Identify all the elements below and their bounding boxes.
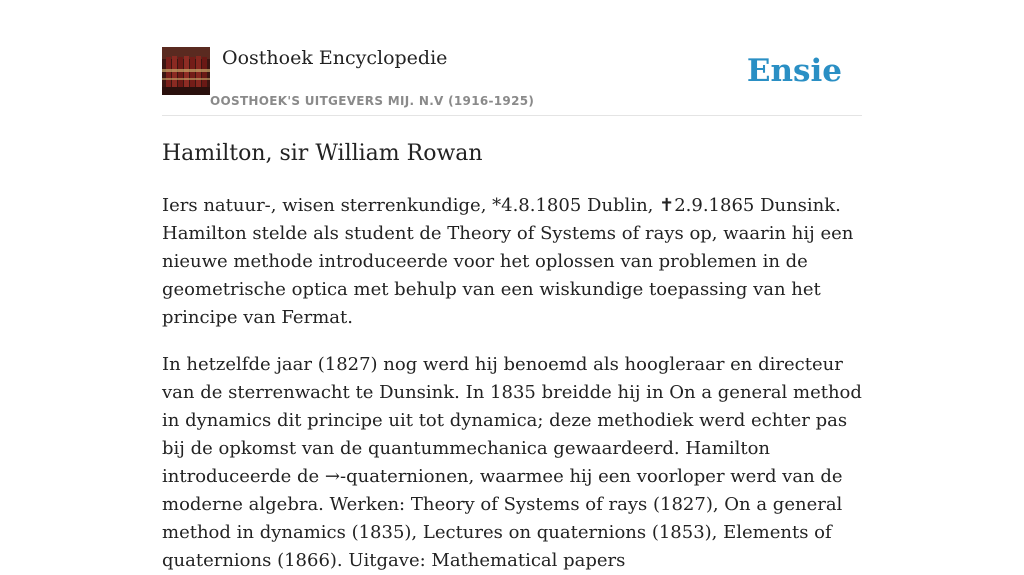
article-paragraph: In hetzelfde jaar (1827) nog werd hij benoemd als hoogleraar en directeur van de sterrenwacht te Dunsink. In 1835 breidde hij in On a general method in dynamics dit principe uit tot dynamica; deze methodiek werd echter pas bij de opkomst van de quantummechanica gewaardeerd. Hamilton introduceerde de →-quaternionen, waarmee hij een voorloper werd van de moderne algebra. Werken: Theory of Systems of rays (1827), On a general method in dynamics (1835), Lectures on quaternions (1853), Elements of quaternions (1866). Uitgave: Mathematical papers	[162, 354, 862, 571]
source-header	[162, 46, 862, 116]
source-title[interactable]: Oosthoek Encyclopedie	[222, 47, 448, 69]
encyclopedia-books-icon[interactable]	[162, 47, 210, 95]
article-paragraph: Iers natuur-, wisen sterrenkundige, *4.8.1805 Dublin, ✝2.9.1865 Dunsink. Hamilton stelde als student de Theory of Systems of rays op, waarin hij een nieuwe methode introduceerde voor het oplossen van problemen in de geometrische optica met behulp van een wiskundige toepassing van het principe van Fermat.	[162, 195, 854, 328]
source-subtitle: OOSTHOEK'S UITGEVERS MIJ. N.V (1916-1925)	[210, 94, 535, 108]
article-title: Hamilton, sir William Rowan	[162, 141, 483, 166]
article	[162, 138, 867, 575]
brand-logo[interactable]: Ensie	[746, 53, 842, 89]
